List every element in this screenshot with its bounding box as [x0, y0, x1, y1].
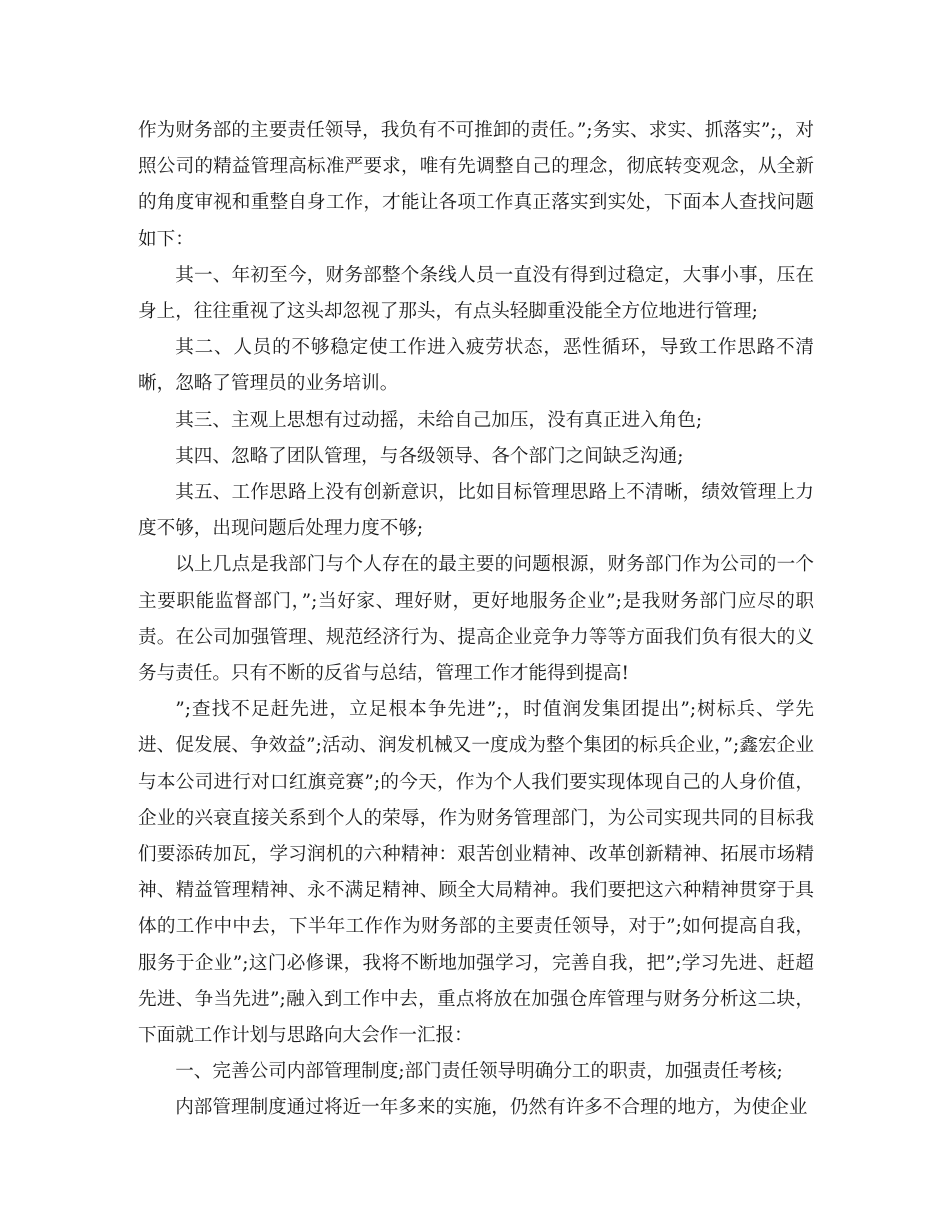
- paragraph-intro: 作为财务部的主要责任领导，我负有不可推卸的责任。”;务实、求实、抓落实”;，对照公司的精益管理高标准严要求，唯有先调整自己的理念，彻底转变观念，从全新的角度审视和重整自身工作，才能让各项工作真正落实到实处，下面本人查找问题如下：: [138, 120, 814, 250]
- paragraph-issue-5: 其五、工作思路上没有创新意识，比如目标管理思路上不清晰，绩效管理上力度不够，出现问题后处理力度不够;: [138, 482, 814, 540]
- paragraph-issue-2: 其二、人员的不够稳定使工作进入疲劳状态，恶性循环，导致工作思路不清晰，忽略了管理员的业务培训。: [138, 337, 814, 395]
- paragraph-issue-3: 其三、主观上思想有过动摇，未给自己加压，没有真正进入角色;: [175, 409, 703, 431]
- paragraph-summary: 以上几点是我部门与个人存在的最主要的问题根源，财务部门作为公司的一个主要职能监督部门，”;当好家、理好财，更好地服务企业”;是我财务部门应尽的职责。在公司加强管理、规范经济行为、提高企业竞争力等等方面我们负有很大的义务与责任。只有不断的反省与总结，管理工作才能得到提高!: [138, 554, 814, 685]
- paragraph-plan-item-1: 一、完善公司内部管理制度;部门责任领导明确分工的职责，加强责任考核;: [175, 1061, 783, 1083]
- paragraph-issue-1: 其一、年初至今，财务部整个条线人员一直没有得到过稳定，大事小事，压在身上，往往重视了这头却忽视了那头，有点头轻脚重没能全方位地进行管理;: [138, 264, 814, 323]
- paragraph-plan-item-1-detail: 内部管理制度通过将近一年多来的实施，仍然有许多不合理的地方，为使企业: [175, 1097, 808, 1119]
- document-body: [138, 113, 814, 1127]
- paragraph-issue-4: 其四、忽略了团队管理，与各级领导、各个部门之间缺乏沟通;: [175, 445, 684, 467]
- paragraph-plan-intro: ”;查找不足赶先进，立足根本争先进”;，时值润发集团提出”;树标兵、学先进、促发展、争效益”;活动、润发机械又一度成为整个集团的标兵企业，”;鑫宏企业与本公司进行对口红旗竞赛”;的今天，作为个人我们要实现体现自己的人身价值，企业的兴衰直接关系到个人的荣辱，作为财务管理部门，为公司实现共同的目标我们要添砖加瓦，学习润机的六种精神：艰苦创业精神、改革创新精神、拓展市场精神、精益管理精神、永不满足精神、顾全大局精神。我们要把这六种精神贯穿于具体的工作中中去，下半年工作作为财务部的主要责任领导，对于”;如何提高自我，服务于企业”;这门必修课，我将不断地加强学习，完善自我，把”;学习先进、赶超先进、争当先进”;融入到工作中去，重点将放在加强仓库管理与财务分析这二块，下面就工作计划与思路向大会作一汇报：: [138, 699, 814, 1047]
